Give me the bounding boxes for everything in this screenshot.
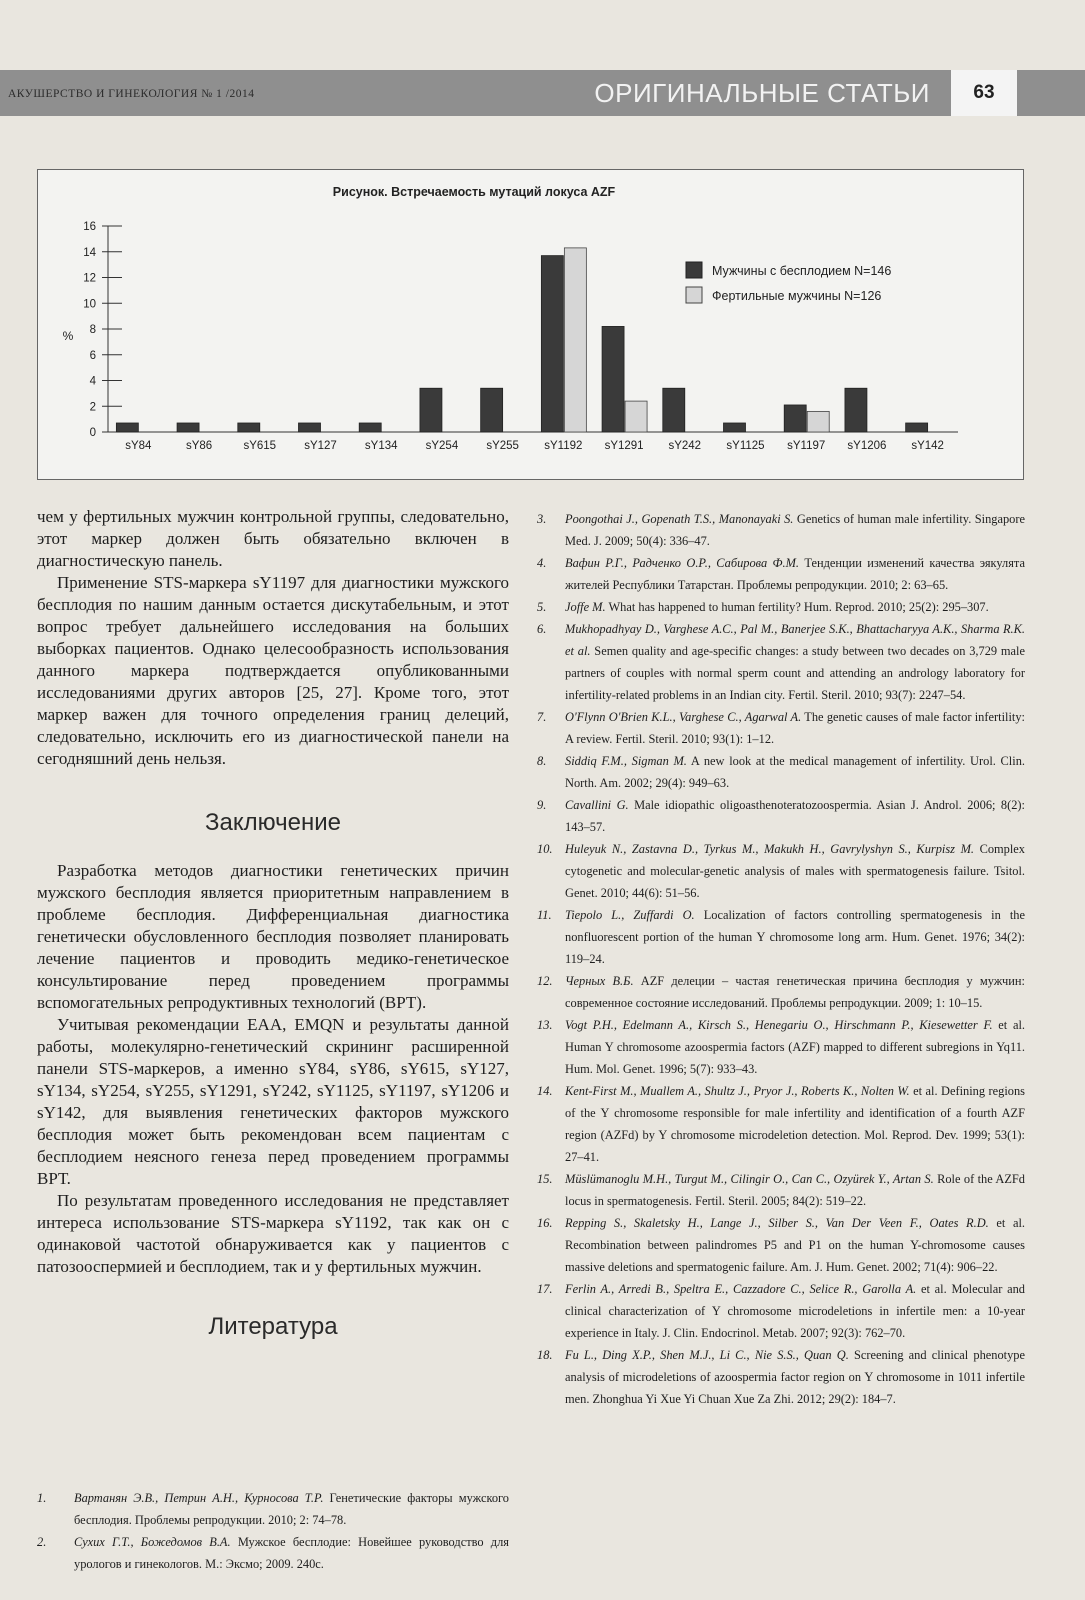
reference-item — [537, 596, 1025, 618]
reference-item — [537, 1080, 1025, 1168]
reference-item — [537, 904, 1025, 970]
x-tick-label: sY134 — [364, 440, 398, 452]
x-tick-label: sY1197 — [787, 440, 826, 452]
page-header — [0, 70, 1085, 116]
legend-swatch-fertile — [686, 287, 702, 303]
bar-infertile — [602, 326, 624, 432]
reference-authors: Ferlin A., Arredi B., Speltra E., Cazzadore C., Selice R., Garolla A. — [565, 1282, 917, 1296]
reference-text: Semen quality and age-specific changes: a study between two decades on 3,729 male partners of couples with normal sperm count and attending an andrology laboratory for infertility-related problems in an Indian city. Fertil. Steril. 2010; 93(7): 2247–54. — [565, 644, 1025, 702]
reference-text: Localization of factors controlling spermatogenesis in the nonfluorescent portion of the human Y chromosome long arm. Hum. Genet. 1976; 34(2): 119–24. — [565, 908, 1025, 966]
reference-number: 18. — [537, 1348, 553, 1362]
reference-text: The genetic causes of male factor infertility: A review. Fertil. Steril. 2010; 93(1): 1–12. — [565, 710, 1025, 746]
references-right — [537, 508, 1025, 1410]
reference-authors: Tiepolo L., Zuffardi O. — [565, 908, 695, 922]
y-tick-label: 14 — [83, 246, 96, 259]
reference-authors: Mukhopadhyay D., Varghese A.C., Pal M., Banerjee S.K., Bhattacharyya A.K., Sharma R.K. et al. — [565, 622, 1025, 658]
reference-number: 7. — [537, 710, 547, 724]
reference-authors: Kent-First M., Muallem A., Shultz J., Pryor J., Roberts K., Nolten W. — [565, 1084, 910, 1098]
reference-number: 2. — [37, 1535, 47, 1549]
bar-infertile — [845, 388, 867, 432]
reference-number: 17. — [537, 1282, 553, 1296]
x-tick-label: sY1206 — [847, 440, 887, 452]
paragraph: Разработка методов диагностики генетических причин мужского бесплодия является приоритетным направлением в проблеме бесплодия. Дифференциальная диагностика генетически обусловленного бесплодия позволяет планировать лечение пациентов и проводить медико-генетическое консультирование перед проведением программы вспомогательных репродуктивных технологий (ВРТ). — [37, 861, 509, 1012]
bar-infertile — [724, 423, 746, 432]
reference-authors: Черных В.Б. — [565, 974, 634, 988]
bar-fertile — [807, 411, 829, 432]
y-tick-label: 16 — [83, 221, 96, 233]
bar-chart — [38, 170, 1023, 479]
x-tick-label: sY1291 — [604, 440, 644, 452]
bar-infertile — [784, 405, 806, 432]
reference-authors: Вафин Р.Г., Радченко О.Р., Сабирова Ф.М. — [565, 556, 799, 570]
reference-text: What has happened to human fertility? Hum. Reprod. 2010; 25(2): 295–307. — [605, 600, 989, 614]
reference-number: 16. — [537, 1216, 553, 1230]
reference-number: 15. — [537, 1172, 553, 1186]
bar-infertile — [299, 423, 321, 432]
reference-number: 8. — [537, 754, 547, 768]
reference-item — [37, 1487, 509, 1531]
reference-text: et al. Human Y chromosome azoospermia factors (AZF) mapped to different subregions in Yq11. Hum. Mol. Genet. 1996; 5(7): 933–43. — [565, 1018, 1025, 1076]
x-tick-label: sY86 — [185, 440, 213, 452]
reference-item — [537, 508, 1025, 552]
reference-authors: Siddiq F.M., Sigman M. — [565, 754, 687, 768]
reference-text: Генетические факторы мужского бесплодия. Проблемы репродукции. 2010; 2: 74–78. — [74, 1491, 510, 1527]
reference-authors: Vogt P.H., Edelmann A., Kirsch S., Henegariu O., Hirschmann P., Kiesewetter F. — [565, 1018, 993, 1032]
reference-text: et al. Recombination between palindromes P5 and P1 on the human Y-chromosome causes massive deletions and spermatogenic failure. Am. J. Hum. Genet. 2002; 71(4): 906–22. — [565, 1216, 1025, 1274]
x-tick-label: sY255 — [486, 440, 519, 452]
x-tick-label: sY127 — [304, 440, 337, 452]
paragraph: Учитывая рекомендации EAA, EMQN и результаты данной работы, молекулярно-генетический скрининг расширенной панели STS-маркеров, а именно sY84, sY86, sY615, sY127, sY134, sY254, sY255, sY1291, sY242, sY1125, sY1197, sY1206 и sY142, для выявления генетических факторов мужского бесплодия может быть рекомендован всем пациентам с бесплодием неясного генеза перед проведением программы ВРТ. — [37, 1015, 509, 1188]
heading-references: Литература — [208, 1313, 338, 1340]
bar-infertile — [541, 256, 563, 432]
left-column — [37, 506, 509, 1338]
reference-text: Male idiopathic oligoasthenoteratozoospermia. Asian J. Androl. 2006; 8(2): 143–57. — [565, 798, 1025, 834]
reference-text: A new look at the medical management of infertility. Urol. Clin. North. Am. 2002; 29(4): 949–63. — [565, 754, 1025, 790]
legend-swatch-infertile — [686, 262, 702, 278]
reference-number: 5. — [537, 600, 547, 614]
bar-infertile — [359, 423, 381, 432]
reference-number: 14. — [537, 1084, 553, 1098]
x-tick-label: sY142 — [911, 440, 944, 452]
chart-title: Рисунок. Встречаемость мутаций локуса AZF — [332, 185, 616, 199]
reference-number: 11. — [537, 908, 552, 922]
y-tick-label: 10 — [83, 298, 96, 311]
reference-item — [537, 794, 1025, 838]
reference-item — [37, 1531, 509, 1575]
bar-infertile — [238, 423, 260, 432]
bar-fertile — [625, 401, 647, 432]
y-axis-label: % — [62, 329, 74, 343]
y-tick-label: 4 — [89, 375, 96, 388]
paragraph: чем у фертильных мужчин контрольной группы, следовательно, этот маркер должен быть обязательно включен в диагностическую панель. — [37, 507, 509, 570]
reference-text: et al. Molecular and clinical characterization of Y chromosome microdeletions in infertile men: a 10-year experience in Italy. J. Clin. Endocrinol. Metab. 2007; 92(3): 762–70. — [565, 1282, 1025, 1340]
reference-text: AZF делеции – частая генетическая причина бесплодия у мужчин: современное состояние исследований. Проблемы репродукции. 2009; 1: 10–15. — [565, 974, 1025, 1010]
reference-authors: Fu L., Ding X.P., Shen M.J., Li C., Nie S.S., Quan Q. — [565, 1348, 849, 1362]
reference-number: 3. — [537, 512, 547, 526]
reference-authors: Poongothai J., Gopenath T.S., Manonayaki S. — [565, 512, 794, 526]
reference-text: Тенденции изменений качества эякулята жителей Республики Татарстан. Проблемы репродукции. 2010; 2: 63–65. — [565, 556, 1025, 592]
reference-item — [537, 1212, 1025, 1278]
reference-item — [537, 1168, 1025, 1212]
reference-item — [537, 706, 1025, 750]
reference-authors: Huleyuk N., Zastavna D., Tyrkus M., Makukh H., Gavrylyshyn S., Kurpisz M. — [565, 842, 974, 856]
paragraph: По результатам проведенного исследования не представляет интереса использование STS-маркера sY1192, так как он с одинаковой частотой обнаруживается как у пациентов с патозооспермией и бесплодием, так и у фертильных мужчин. — [37, 1191, 509, 1276]
x-tick-label: sY1125 — [726, 440, 765, 452]
reference-number: 9. — [537, 798, 547, 812]
reference-item — [537, 618, 1025, 706]
y-tick-label: 2 — [89, 401, 96, 414]
bar-infertile — [906, 423, 928, 432]
reference-number: 10. — [537, 842, 553, 856]
reference-text: Мужское бесплодие: Новейшее руководство для урологов и гинекологов. М.: Эксмо; 2009. 240с. — [74, 1535, 509, 1571]
reference-number: 4. — [537, 556, 547, 570]
reference-item — [537, 1278, 1025, 1344]
reference-item — [537, 1014, 1025, 1080]
bar-infertile — [420, 388, 442, 432]
reference-text: Screening and clinical phenotype analysis of microdeletions of azoospermia factor region on Y chromosome in 1011 infertile men. Zhonghua Yi Xue Yi Chuan Xue Za Zhi. 2012; 29(2): 184–7. — [565, 1348, 1025, 1406]
reference-text: Genetics of human male infertility. Singapore Med. J. 2009; 50(4): 336–47. — [565, 512, 1026, 548]
reference-authors: Joffe M. — [565, 600, 606, 614]
reference-authors: Repping S., Skaletsky H., Lange J., Silber S., Van Der Veen F., Oates R.D. — [565, 1216, 989, 1230]
x-tick-label: sY254 — [425, 440, 459, 452]
section-title: ОРИГИНАЛЬНЫЕ СТАТЬИ — [594, 78, 930, 108]
page-number: 63 — [951, 70, 1017, 116]
x-tick-label: sY1192 — [544, 440, 583, 452]
x-tick-label: sY242 — [668, 440, 702, 452]
y-tick-label: 6 — [89, 349, 96, 362]
reference-item — [537, 838, 1025, 904]
y-tick-label: 0 — [89, 427, 96, 439]
bar-infertile — [481, 388, 503, 432]
reference-item — [537, 552, 1025, 596]
bar-infertile — [663, 388, 685, 432]
y-tick-label: 8 — [89, 324, 96, 336]
reference-number: 1. — [37, 1491, 47, 1505]
bar-infertile — [116, 423, 138, 432]
reference-text: Complex cytogenetic and molecular-genetic analysis of males with spermatogenesis failure. Tsitol. Genet. 2010; 44(6): 51–56. — [565, 842, 1026, 900]
reference-number: 12. — [537, 974, 553, 988]
reference-text: et al. Defining regions of the Y chromosome responsible for male infertility and identification of a fourth AZF region (AZFd) by Y chromosome microdeletion detection. Mol. Reprod. Dev. 1999; 53(1): 27–41. — [565, 1084, 1025, 1164]
reference-number: 13. — [537, 1018, 553, 1032]
reference-text: Role of the AZFd locus in spermatogenesis. Fertil. Steril. 2005; 84(2): 519–22. — [565, 1172, 1025, 1208]
reference-authors: Cavallini G. — [565, 798, 629, 812]
bar-infertile — [177, 423, 199, 432]
journal-name: АКУШЕРСТВО И ГИНЕКОЛОГИЯ № 1 /2014 — [8, 88, 255, 100]
legend-label-infertile: Мужчины с бесплодием N=146 — [712, 264, 892, 278]
paragraph: Применение STS-маркера sY1197 для диагностики мужского бесплодия по нашим данным остается дискутабельным, и этот вопрос требует дальнейшего исследования на больших выборках пациентов. Однако целесообразность использования данного маркера подтверждается опубликованными исследованиями других авторов [25, 27]. Кроме того, этот маркер важен для точного определения границ делеций, следовательно, исключить его из диагностической панели на сегодняшний день нельзя. — [37, 573, 509, 768]
reference-number: 6. — [537, 622, 547, 636]
figure-chart — [37, 169, 1024, 480]
reference-authors: Сухих Г.Т., Божедомов В.А. — [74, 1535, 231, 1549]
reference-authors: Вартанян Э.В., Петрин А.Н., Курносова Т.Р. — [74, 1491, 324, 1505]
x-tick-label: sY615 — [243, 440, 277, 452]
y-tick-label: 12 — [83, 272, 96, 285]
reference-item — [537, 970, 1025, 1014]
legend-label-fertile: Фертильные мужчины N=126 — [712, 289, 882, 303]
reference-authors: Müslümanoglu M.H., Turgut M., Cilingir O., Can C., Ozyürek Y., Artan S. — [565, 1172, 934, 1186]
references-left — [37, 1487, 509, 1575]
reference-authors: O'Flynn O'Brien K.L., Varghese C., Agarwal A. — [565, 710, 802, 724]
bar-fertile — [564, 248, 586, 432]
heading-conclusion: Заключение — [205, 809, 341, 836]
x-tick-label: sY84 — [125, 440, 152, 452]
reference-item — [537, 750, 1025, 794]
reference-item — [537, 1344, 1025, 1410]
